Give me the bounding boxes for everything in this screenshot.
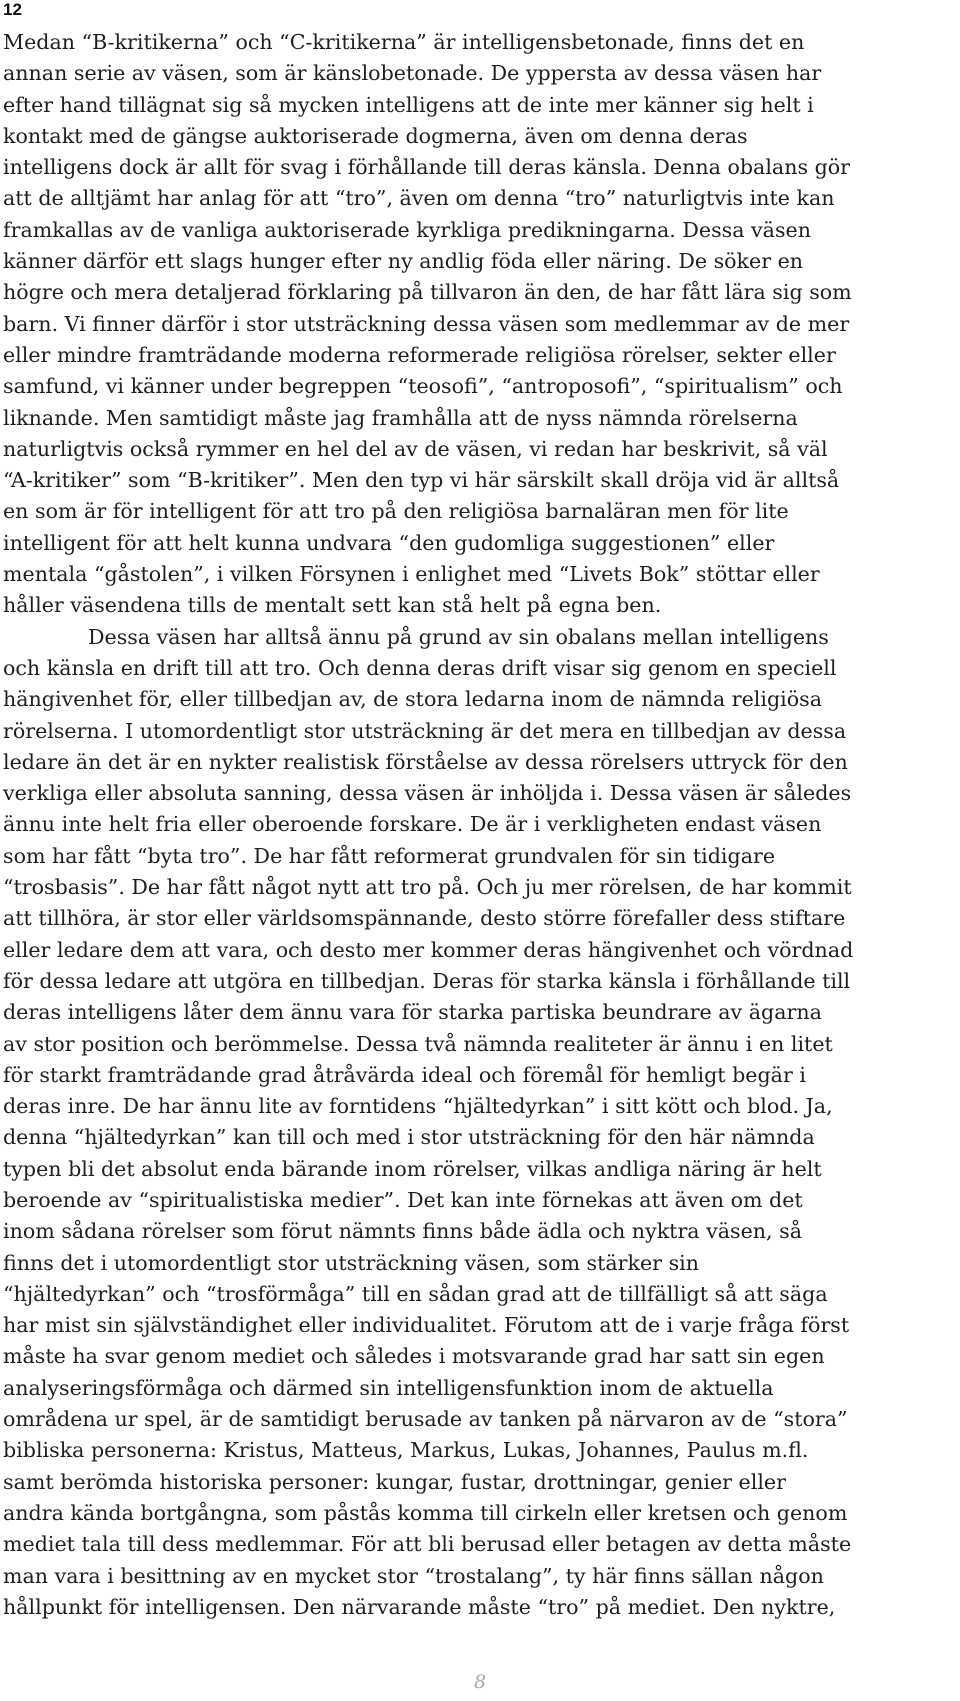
text-line: deras inre. De har ännu lite av forntidens “hjältedyrkan” i sitt kött och blod. Ja, (3, 1094, 833, 1119)
body-text (3, 27, 958, 1623)
text-line: högre och mera detaljerad förklaring på tillvaron än den, de har fått lära sig som (3, 280, 852, 305)
text-line: eller mindre framträdande moderna reformerade religiösa rörelser, sekter eller (3, 342, 836, 367)
text-line: Dessa väsen har alltså ännu på grund av sin obalans mellan intelligens (88, 624, 829, 649)
text-line: att tillhöra, är stor eller världsomspännande, desto större förefaller dess stiftare (3, 906, 846, 931)
text-line: annan serie av väsen, som är känslobetonade. De yppersta av dessa väsen har (3, 61, 822, 86)
text-line: områdena ur spel, är de samtidigt berusade av tanken på närvaron av de “stora” (3, 1407, 848, 1432)
text-line: intelligens dock är allt för svag i förhållande till deras känsla. Denna obalans gör (3, 155, 850, 180)
text-line: att de alltjämt har anlag för att “tro”, även om denna “tro” naturligtvis inte kan (3, 186, 835, 211)
text-line: rörelserna. I utomordentligt stor utsträckning är det mera en tillbedjan av dessa (3, 718, 847, 743)
text-line: och känsla en drift till att tro. Och denna deras drift visar sig genom en speciell (3, 655, 837, 680)
page-label: 12 (3, 0, 22, 19)
text-line: för starkt framträdande grad åtråvärda ideal och föremål för hemligt begär i (3, 1062, 806, 1087)
page-number: 8 (473, 1671, 487, 1693)
text-line: inom sådana rörelser som förut nämnts finns både ädla och nyktra väsen, så (3, 1219, 802, 1244)
text-line: denna “hjältedyrkan” kan till och med i stor utsträckning för den här nämnda (3, 1125, 815, 1150)
text-line: intelligent för att helt kunna undvara “den gudomliga suggestionen” eller (3, 530, 775, 555)
text-line: av stor position och berömmelse. Dessa två nämnda realiteter är ännu i en litet (3, 1031, 833, 1056)
text-line: Medan “B-kritikerna” och “C-kritikerna” är intelligensbetonade, finns det en (3, 30, 805, 54)
text-line: hållpunkt för intelligensen. Den närvarande måste “tro” på mediet. Den nyktre, (3, 1594, 836, 1619)
text-line: mentala “gåstolen”, i vilken Försynen i enlighet med “Livets Bok” stöttar eller (3, 562, 820, 587)
text-line: liknande. Men samtidigt måste jag framhålla att de nyss nämnda rörelserna (3, 405, 798, 430)
text-line: har mist sin självständighet eller individualitet. Förutom att de i varje fråga först (3, 1313, 850, 1338)
text-line: “hjältedyrkan” och “trosförmåga” till en sådan grad att de tillfälligt så att säga (3, 1281, 828, 1306)
text-line: andra kända bortgångna, som påstås komma till cirkeln eller kretsen och genom (3, 1500, 848, 1525)
text-line: ledare än det är en nykter realistisk förståelse av dessa rörelsers uttryck för den (3, 749, 848, 774)
text-line: efter hand tillägnat sig så mycken intelligens att de inte mer känner sig helt i (3, 92, 814, 117)
text-line: hängivenhet för, eller tillbedjan av, de stora ledarna inom de nämnda religiösa (3, 687, 822, 712)
text-line: mediet tala till dess medlemmar. För att bli berusad eller betagen av detta måste (3, 1532, 852, 1557)
text-line: bibliska personerna: Kristus, Matteus, Markus, Lukas, Johannes, Paulus m.fl. (3, 1438, 809, 1463)
text-line: man vara i besittning av en mycket stor “trostalang”, ty här finns sällan någon (3, 1563, 824, 1588)
text-line: kontakt med de gängse auktoriserade dogmerna, även om denna deras (3, 123, 748, 148)
text-line: typen bli det absolut enda bärande inom rörelser, vilkas andliga näring är helt (3, 1156, 822, 1181)
text-line: för dessa ledare att utgöra en tillbedjan. Deras för starka känsla i förhållande till (3, 968, 851, 993)
text-line: verkliga eller absoluta sanning, dessa väsen är inhöljda i. Dessa väsen är således (3, 781, 852, 806)
text-line: samfund, vi känner under begreppen “teosofi”, “antroposofi”, “spiritualism” och (3, 374, 843, 399)
text-line: samt berömda historiska personer: kungar, fustar, drottningar, genier eller (3, 1469, 786, 1494)
text-line: beroende av “spiritualistiska medier”. Det kan inte förnekas att även om det (3, 1187, 803, 1212)
text-line: som har fått “byta tro”. De har fått reformerat grundvalen för sin tidigare (3, 843, 776, 868)
text-line: en som är för intelligent för att tro på den religiösa barnaläran men för lite (3, 499, 789, 524)
text-line: “A-kritiker” som “B-kritiker”. Men den typ vi här särskilt skall dröja vid är alltså (3, 468, 840, 493)
text-line: eller ledare dem att vara, och desto mer kommer deras hängivenhet och vördnad (3, 937, 854, 962)
text-line: måste ha svar genom mediet och således i motsvarande grad har satt sin egen (3, 1344, 825, 1369)
text-line: naturligtvis också rymmer en hel del av de väsen, vi redan har beskrivit, så väl (3, 436, 828, 461)
text-line: ännu inte helt fria eller oberoende forskare. De är i verkligheten endast väsen (3, 812, 822, 837)
text-line: barn. Vi finner därför i stor utsträckning dessa väsen som medlemmar av de mer (3, 311, 850, 336)
text-line: framkallas av de vanliga auktoriserade kyrkliga predikningarna. Dessa väsen (3, 217, 811, 242)
text-line: känner därför ett slags hunger efter ny andlig föda eller näring. De söker en (3, 249, 804, 274)
text-line: analyseringsförmåga och därmed sin intelligensfunktion inom de aktuella (3, 1375, 774, 1400)
text-line: håller väsendena tills de mentalt sett kan stå helt på egna ben. (3, 593, 662, 618)
text-line: “trosbasis”. De har fått något nytt att tro på. Och ju mer rörelsen, de har kommit (3, 875, 852, 900)
text-line: finns det i utomordentligt stor utsträckning väsen, som stärker sin (3, 1250, 699, 1275)
text-line: deras intelligens låter dem ännu vara för starka partiska beundrare av ägarna (3, 1000, 822, 1025)
